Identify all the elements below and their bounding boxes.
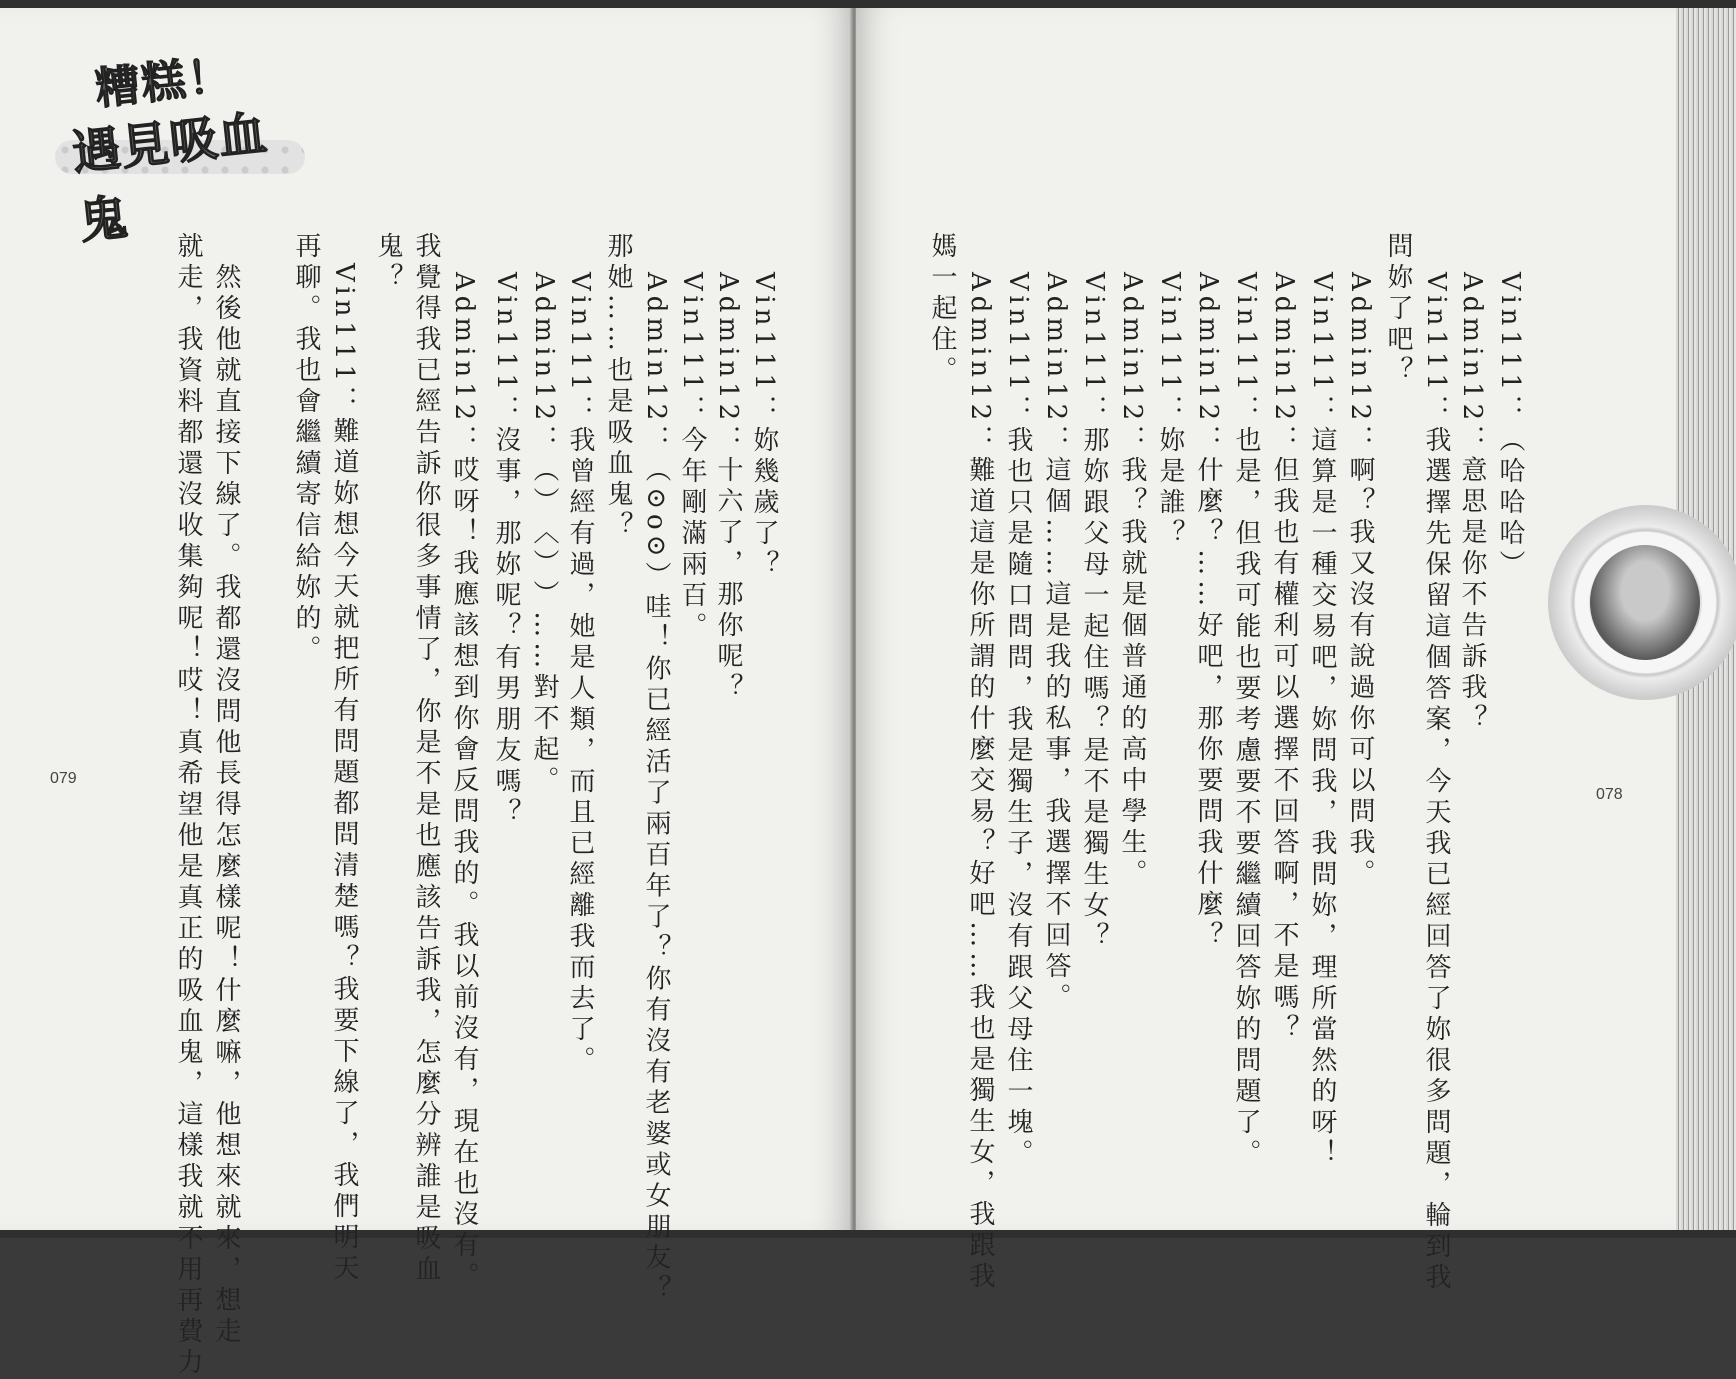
text-column: Vin111：妳幾歲了？ [749,272,779,582]
text-column: 然後他就直接下線了。我都還沒問他長得怎麼樣呢！什麼嘛，他想來就來，想走 [211,232,241,1348]
text-column: Admin12：這個……這是我的私事，我選擇不回答。 [1041,272,1071,1015]
text-column: Admin12：啊？我又沒有說過你可以問我。 [1345,272,1375,891]
text-column: Vin111：也是，但我可能也要考慮要不要繼續回答妳的問題了。 [1231,272,1261,1171]
text-column: Vin111：我選擇先保留這個答案，今天我已經回答了妳很多問題，輪到我 [1421,272,1451,1295]
text-column: Vin111：（哈哈哈） [1495,272,1525,582]
text-column: Vin111：沒事，那妳呢？有男朋友嗎？ [491,272,521,830]
text-column: 媽一起住。 [927,232,957,387]
text-column: 就走，我資料都還沒收集夠呢！哎！真希望他是真正的吸血鬼，這樣我就不用再費力 [173,232,203,1379]
text-column: Admin12：十六了，那你呢？ [713,272,743,705]
text-column: Admin12：什麼？……好吧，那你要問我什麼？ [1193,272,1223,953]
text-column: 再聊。我也會繼續寄信給妳的。 [291,232,321,666]
page-number-left: 079 [50,770,77,787]
title-line2: 遇見吸血鬼 [69,105,271,251]
text-column: Admin12：哎呀！我應該想到你會反問我的。我以前沒有，現在也沒有。 [449,272,479,1294]
text-column: Vin111：今年剛滿兩百。 [677,272,707,644]
text-column: Admin12：意思是你不告訴我？ [1457,272,1487,736]
text-column: 我覺得我已經告訴你很多事情了，你是不是也應該告訴我，怎麼分辨誰是吸血 [411,232,441,1286]
text-column: Admin12：難道這是你所謂的什麼交易？好吧……我也是獨生女，我跟我 [965,272,995,1294]
title-line1: 糟糕！ [93,49,236,116]
text-column: 那她……也是吸血鬼？ [603,232,633,542]
text-column: Admin12：我？我就是個普通的高中學生。 [1117,272,1147,891]
text-column: Vin111：我曾經有過，她是人類，而且已經離我而去了。 [565,272,595,1078]
text-column: Vin111：難道妳想今天就把所有問題都問清楚嗎？我要下線了，我們明天 [329,232,359,1286]
text-column: Vin111：我也只是隨口問問，我是獨生子，沒有跟父母住一塊。 [1003,272,1033,1171]
text-column: 問妳了吧？ [1383,232,1413,387]
text-column: Vin111：這算是一種交易吧，妳問我，我問妳，理所當然的呀！ [1307,272,1337,1171]
page-number-right: 078 [1596,786,1623,803]
text-column: Admin12：（⊙o⊙）哇！你已經活了兩百年了？你有沒有老婆或女朋友？ [641,272,671,1306]
text-column: Vin111：那妳跟父母一起住嗎？是不是獨生女？ [1079,272,1109,954]
text-column: Admin12：（︶︿︶）……對不起。 [529,272,559,798]
text-column: Vin111：妳是誰？ [1155,272,1185,551]
girl-portrait-illustration [1590,545,1700,660]
book-title-logo [55,40,315,251]
text-column: 鬼？ [373,232,403,294]
text-column: Admin12：但我也有權利可以選擇不回答啊，不是嗎？ [1269,272,1299,1046]
